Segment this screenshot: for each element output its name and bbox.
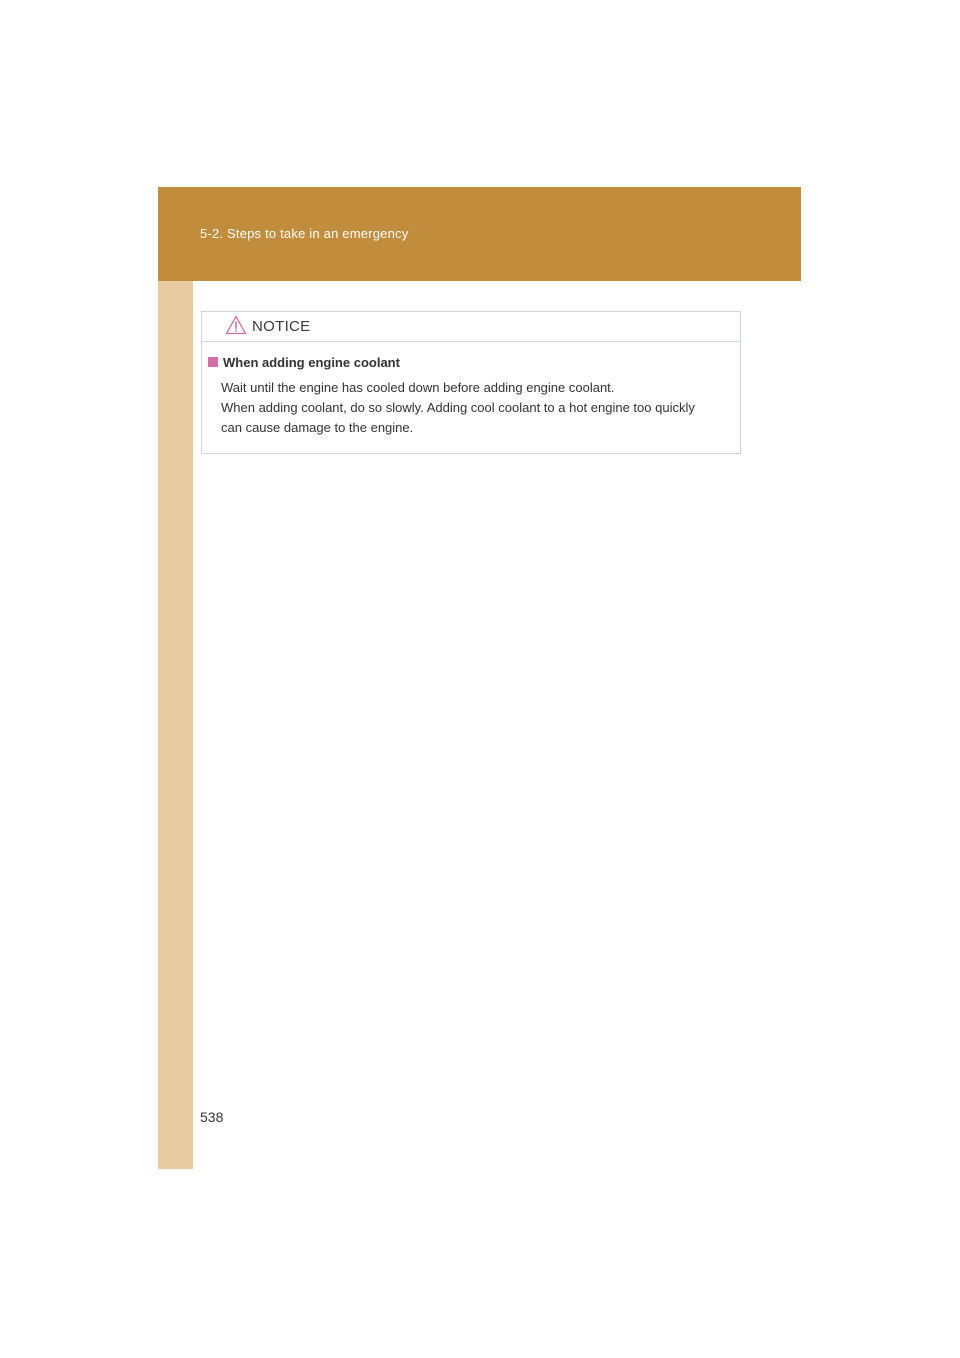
notice-text-line: can cause damage to the engine. [221,420,414,435]
page-number: 538 [200,1109,224,1125]
notice-body [202,352,740,438]
section-title: 5-2. Steps to take in an emergency [200,226,409,241]
chapter-header-band [158,187,801,281]
notice-label: NOTICE [252,318,311,335]
notice-header [202,312,740,342]
notice-item-text [221,378,741,438]
side-margin-strip [158,281,193,1169]
notice-item-heading [208,352,740,372]
square-bullet-icon [208,357,218,367]
notice-text-line: When adding coolant, do so slowly. Adding cool coolant to a hot engine too quickly [221,400,695,415]
notice-item-title: When adding engine coolant [223,354,400,370]
notice-text-line: Wait until the engine has cooled down before adding engine coolant. [221,380,615,395]
notice-box [201,311,741,454]
warning-triangle-icon [225,315,247,335]
